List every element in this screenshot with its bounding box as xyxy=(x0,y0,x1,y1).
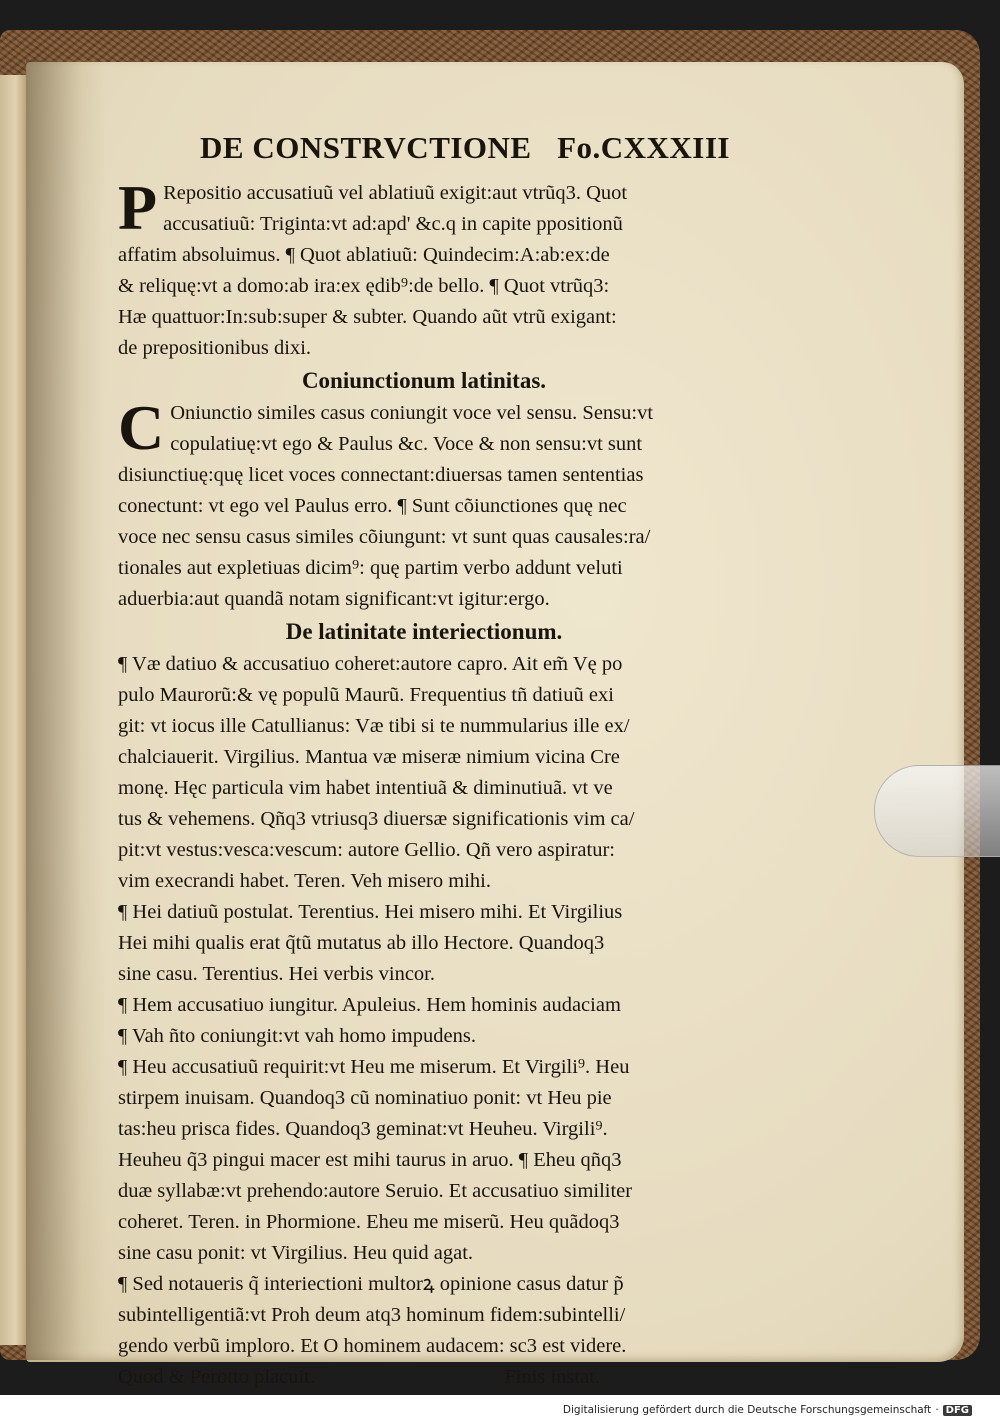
text-line: gendo verbũ imploro. Et O hominem audacem: sc3 est videre. xyxy=(118,1335,627,1357)
credit-text: Digitalisierung gefördert durch die Deutsche Forschungsgemeinschaft xyxy=(562,1404,932,1416)
text-line: chalciauerit. Virgilius. Mantua væ miseræ nimium vicina Cre xyxy=(118,746,620,768)
paragraph-prepositions xyxy=(118,172,730,364)
text-line: copulatiuę:vt ego & Paulus &c. Voce & non sensu:vt sunt xyxy=(170,433,643,455)
text-line: de prepositionibus dixi. xyxy=(118,337,312,359)
text-line: sine casu. Terentius. Hei verbis vincor. xyxy=(118,963,435,985)
text-line: accusatiuũ: Triginta:vt ad:apd' &c.q in capite ppositionũ xyxy=(163,213,623,235)
text-line: duæ syllabæ:vt prehendo:autore Seruio. Et accusatiuo similiter xyxy=(118,1180,633,1202)
paragraph-conjunctions xyxy=(118,392,730,615)
text-line: conectunt: vt ego vel Paulus erro. ¶ Sunt cõiunctiones quę nec xyxy=(118,495,627,517)
paragraph-interjections xyxy=(118,649,730,1393)
final-line xyxy=(118,1362,730,1393)
text-line: pit:vt vestus:vesca:vescum: autore Gellio. Qñ vero aspiratur: xyxy=(118,839,615,861)
text-line: ¶ Sed notaueris q̃ interiectioni multorꝝ opinione casus datur p̃ xyxy=(118,1273,624,1295)
finis-instat-text: Finis instat. xyxy=(504,1366,600,1388)
text-line: & reliquę:vt a domo:ab ira:ex ędib⁹:de bello. ¶ Quot vtrũq3: xyxy=(118,275,610,297)
page-gutter-shadow xyxy=(26,60,106,1360)
text-line: ¶ Væ datiuo & accusatiuo coheret:autore capro. Ait em̃ Vę po xyxy=(118,653,623,675)
text-line: Hei mihi qualis erat q̃tũ mutatus ab illo Hectore. Quandoq3 xyxy=(118,932,605,954)
final-line-text: Quod & Perotto placuit. xyxy=(118,1366,316,1388)
text-line: aduerbia:aut quandã notam significant:vt igitur:ergo. xyxy=(118,588,550,610)
text-line: stirpem inuisam. Quandoq3 cũ nominatiuo ponit: vt Heu pie xyxy=(118,1087,612,1109)
text-line: Heuheu q̃3 pingui macer est mihi taurus in aruo. ¶ Eheu qñq3 xyxy=(118,1149,622,1171)
text-line: Hæ quattuor:In:sub:super & subter. Quando aũt vtrũ exigant: xyxy=(118,306,617,328)
dfg-logo-icon: DFG xyxy=(943,1405,972,1416)
drop-cap-p: P xyxy=(118,172,158,243)
separator: · xyxy=(935,1404,939,1416)
section-heading-conjunctions: Coniunctionum latinitas. xyxy=(301,368,547,393)
section-heading-interjections: De latinitate interiectionum. xyxy=(285,619,563,644)
text-line: subintelligentiã:vt Proh deum atq3 hominum fidem:subintelli/ xyxy=(118,1304,626,1326)
text-line: tionales aut expletiuas dicim⁹: quę partim verbo addunt veluti xyxy=(118,557,623,579)
text-line: disiunctiuę:quę licet voces connectant:diuersas tamen sententias xyxy=(118,464,644,486)
drop-cap-c: C xyxy=(118,392,165,463)
text-line: tus & vehemens. Qñq3 vtriusq3 diuersæ significationis vim ca/ xyxy=(118,808,635,830)
text-line: ¶ Vah ñto coniungit:vt vah homo impudens. xyxy=(118,1025,476,1047)
text-line: ¶ Hem accusatiuo iungitur. Apuleius. Hem hominis audaciam xyxy=(118,994,621,1016)
folio-number: Fo.CXXXIII xyxy=(557,130,730,165)
page-text xyxy=(118,130,730,1393)
text-line: git: vt iocus ille Catullianus: Væ tibi si te nummularius ille ex/ xyxy=(118,715,630,737)
text-line: tas:heu prisca fides. Quandoq3 geminat:vt Heuheu. Virgili⁹. xyxy=(118,1118,608,1140)
running-head-title: DE CONSTRVCTIONE xyxy=(200,130,532,165)
text-line: monę. Hęc particula vim habet intentiuã & diminutiuã. vt ve xyxy=(118,777,613,799)
text-line: Oniunctio similes casus coniungit voce vel sensu. Sensu:vt xyxy=(170,402,654,424)
text-line: vim execrandi habet. Teren. Veh misero mihi. xyxy=(118,870,491,892)
text-line: voce nec sensu casus similes cõiungunt: vt sunt quas causales:ra/ xyxy=(118,526,651,548)
text-line: sine casu ponit: vt Virgilius. Heu quid agat. xyxy=(118,1242,474,1264)
page-tab-marker xyxy=(874,765,1000,857)
text-line: ¶ Heu accusatiuũ requirit:vt Heu me miserum. Et Virgili⁹. Heu xyxy=(118,1056,630,1078)
text-line: affatim absoluimus. ¶ Quot ablatiuũ: Quindecim:A:ab:ex:de xyxy=(118,244,610,266)
text-line: pulo Maurorũ:& vę populũ Maurũ. Frequentius tñ datiuũ exi xyxy=(118,684,614,706)
digitization-credit xyxy=(563,1404,972,1416)
text-line: coheret. Teren. in Phormione. Eheu me miserũ. Heu quãdoq3 xyxy=(118,1211,620,1233)
running-header xyxy=(200,130,730,166)
text-line: Repositio accusatiuũ vel ablatiuũ exigit:aut vtrũq3. Quot xyxy=(163,182,628,204)
facing-page-edge xyxy=(0,75,26,1345)
text-line: ¶ Hei datiuũ postulat. Terentius. Hei misero mihi. Et Virgilius xyxy=(118,901,623,923)
